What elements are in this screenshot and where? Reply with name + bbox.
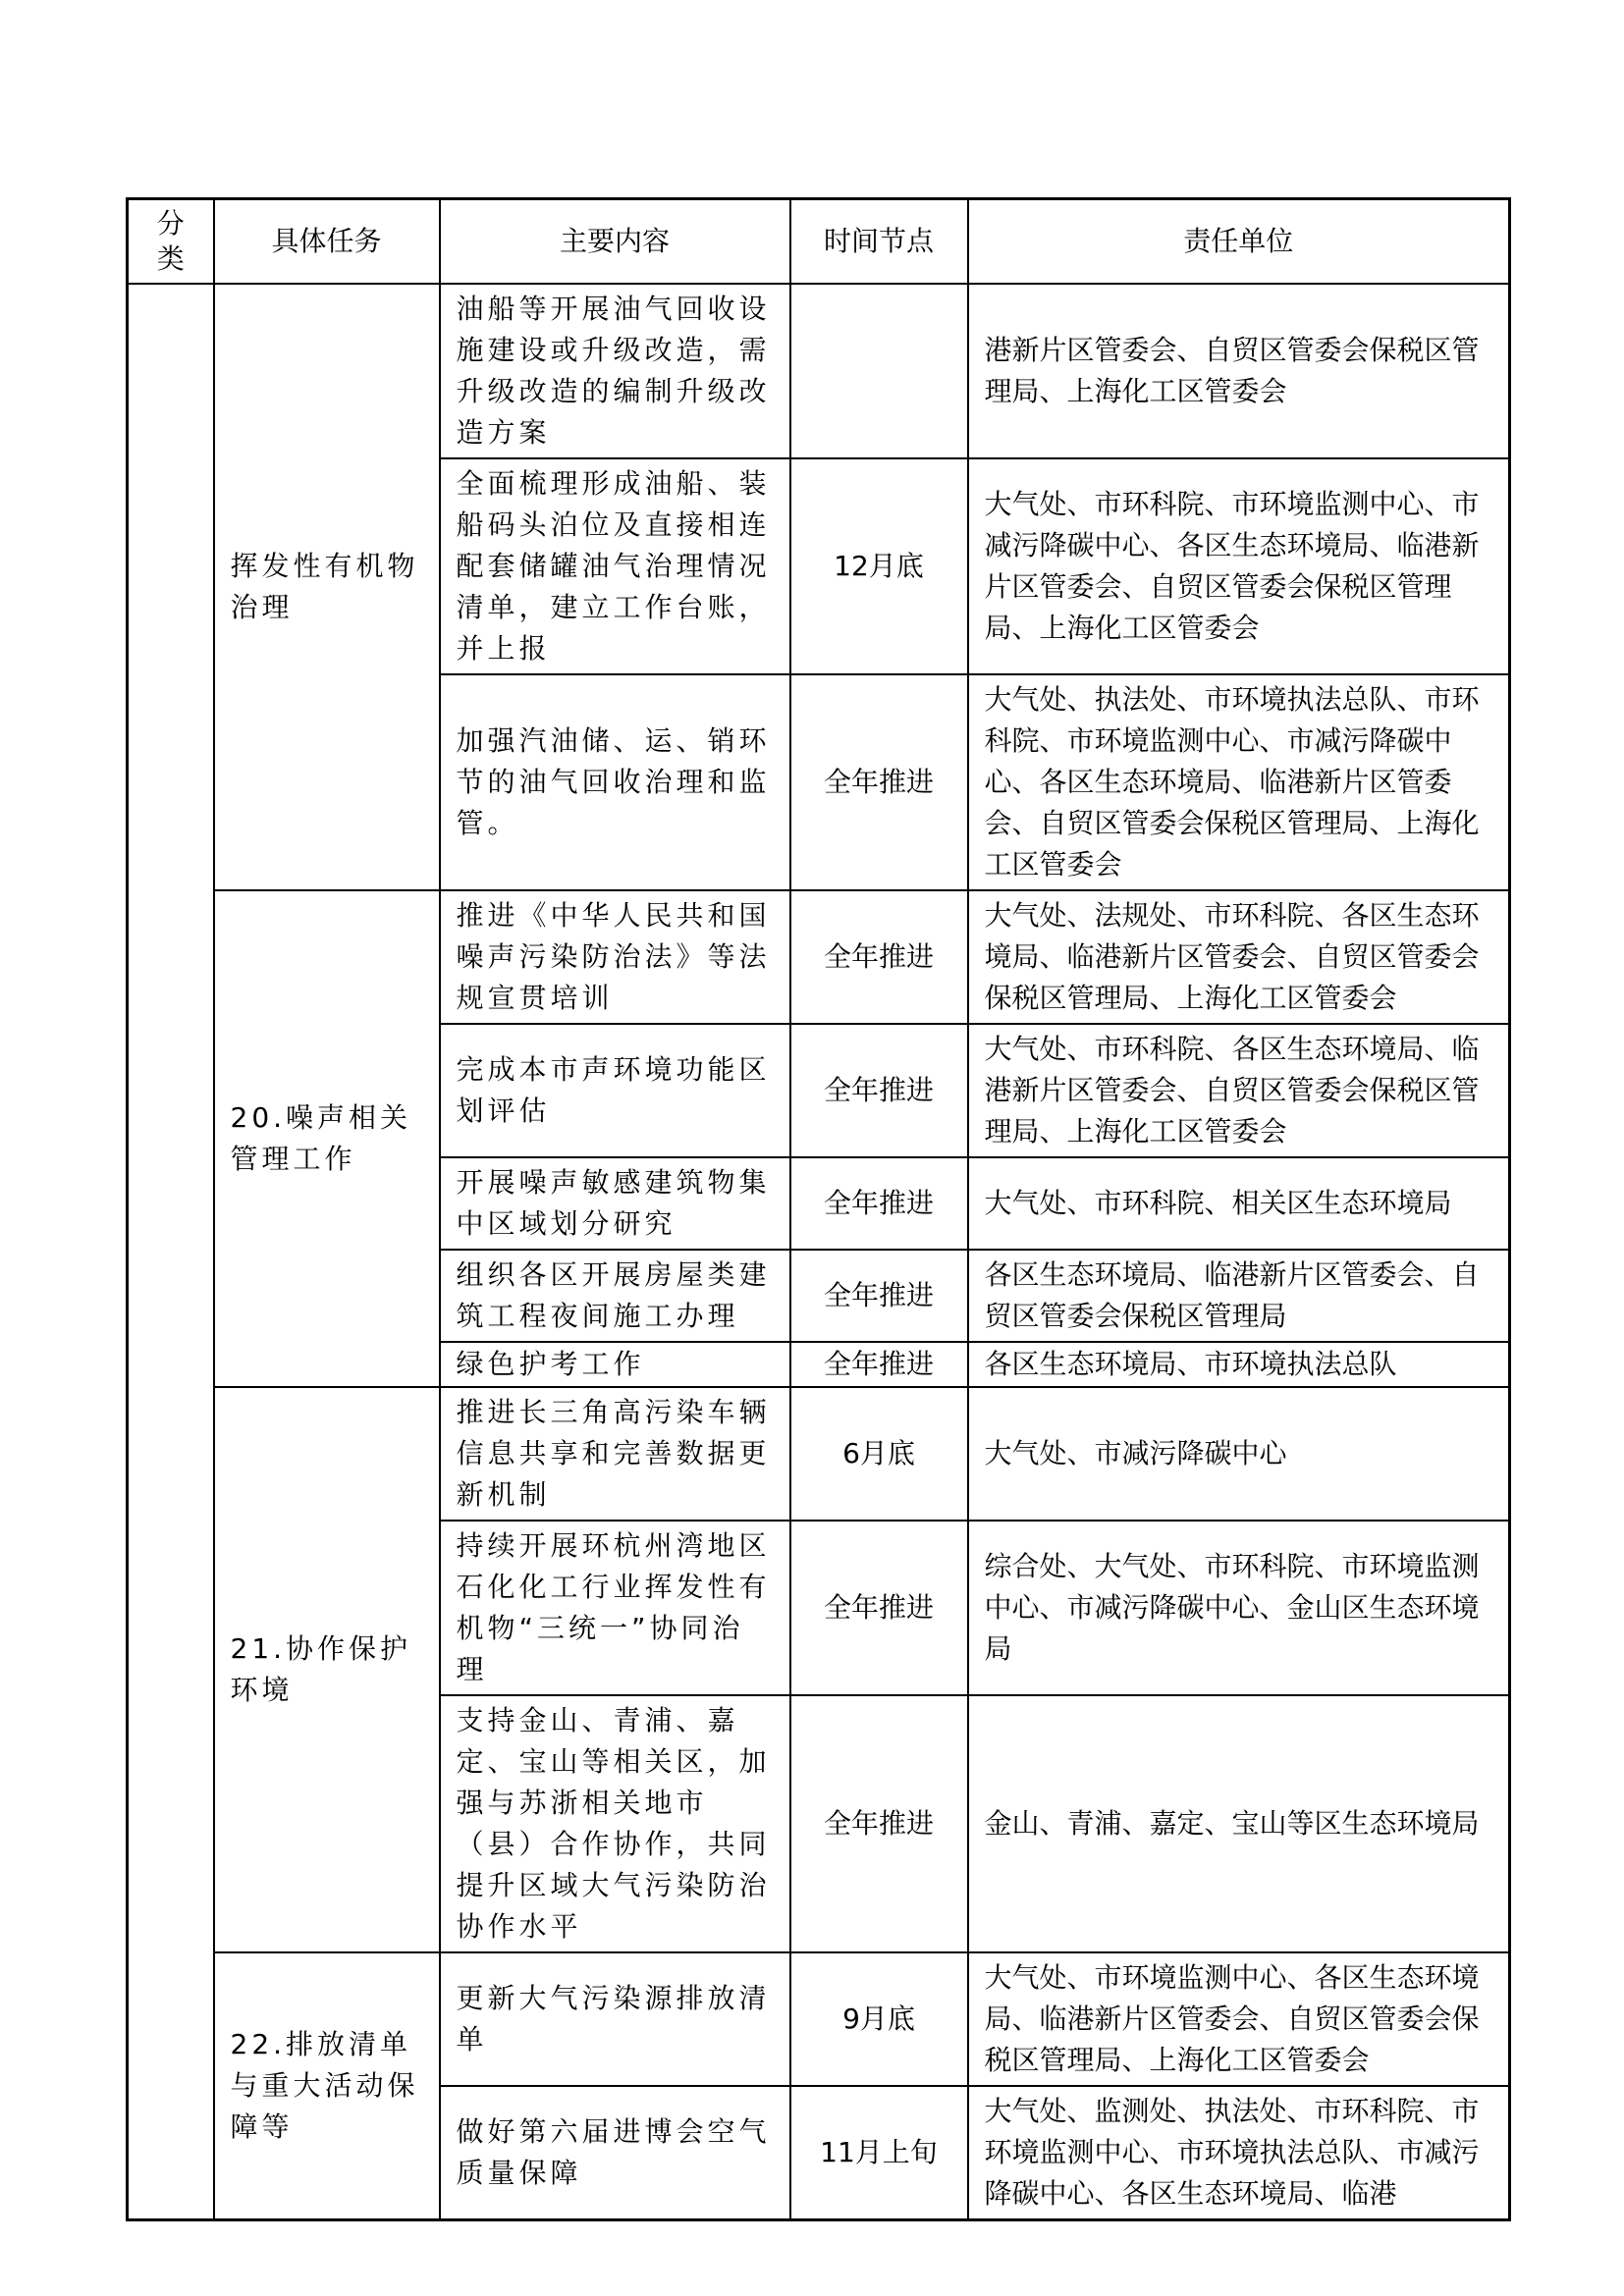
units-cell: 港新片区管委会、自贸区管委会保税区管理局、上海化工区管委会 bbox=[968, 284, 1510, 458]
header-category: 分类 bbox=[128, 199, 214, 285]
units-cell: 大气处、市环科院、相关区生态环境局 bbox=[968, 1157, 1510, 1250]
deadline-cell: 全年推进 bbox=[790, 890, 968, 1024]
table-row bbox=[128, 284, 1510, 458]
deadline-cell: 全年推进 bbox=[790, 1250, 968, 1342]
header-units: 责任单位 bbox=[968, 199, 1510, 285]
table-row bbox=[128, 890, 1510, 1024]
content-cell: 做好第六届进博会空气质量保障 bbox=[440, 2086, 790, 2220]
table-row bbox=[128, 1387, 1510, 1521]
deadline-cell: 6月底 bbox=[790, 1387, 968, 1521]
category-cell bbox=[128, 284, 214, 2220]
units-cell: 大气处、市减污降碳中心 bbox=[968, 1387, 1510, 1521]
units-cell: 大气处、监测处、执法处、市环科院、市环境监测中心、市环境执法总队、市减污降碳中心、各区生态环境局、临港 bbox=[968, 2086, 1510, 2220]
deadline-cell: 12月底 bbox=[790, 458, 968, 674]
content-cell: 全面梳理形成油船、装船码头泊位及直接相连配套储罐油气治理情况清单，建立工作台账，并上报 bbox=[440, 458, 790, 674]
task-name-19: 挥发性有机物治理 bbox=[214, 284, 440, 890]
units-cell: 大气处、市环科院、市环境监测中心、市减污降碳中心、各区生态环境局、临港新片区管委会、自贸区管委会保税区管理局、上海化工区管委会 bbox=[968, 458, 1510, 674]
content-cell: 油船等开展油气回收设施建设或升级改造，需升级改造的编制升级改造方案 bbox=[440, 284, 790, 458]
deadline-cell: 全年推进 bbox=[790, 1695, 968, 1952]
content-cell: 绿色护考工作 bbox=[440, 1342, 790, 1387]
header-row bbox=[128, 199, 1510, 285]
units-cell: 大气处、法规处、市环科院、各区生态环境局、临港新片区管委会、自贸区管委会保税区管理局、上海化工区管委会 bbox=[968, 890, 1510, 1024]
units-cell: 大气处、市环境监测中心、各区生态环境局、临港新片区管委会、自贸区管委会保税区管理局、上海化工区管委会 bbox=[968, 1952, 1510, 2086]
content-cell: 推进长三角高污染车辆信息共享和完善数据更新机制 bbox=[440, 1387, 790, 1521]
deadline-cell: 全年推进 bbox=[790, 1521, 968, 1695]
units-cell: 各区生态环境局、临港新片区管委会、自贸区管委会保税区管理局 bbox=[968, 1250, 1510, 1342]
table-row bbox=[128, 1952, 1510, 2086]
content-cell: 完成本市声环境功能区划评估 bbox=[440, 1024, 790, 1157]
content-cell: 支持金山、青浦、嘉定、宝山等相关区，加强与苏浙相关地市（县）合作协作，共同提升区域大气污染防治协作水平 bbox=[440, 1695, 790, 1952]
units-cell: 大气处、执法处、市环境执法总队、市环科院、市环境监测中心、市减污降碳中心、各区生态环境局、临港新片区管委会、自贸区管委会保税区管理局、上海化工区管委会 bbox=[968, 674, 1510, 890]
content-cell: 更新大气污染源排放清单 bbox=[440, 1952, 790, 2086]
deadline-cell: 全年推进 bbox=[790, 1157, 968, 1250]
task-name-20: 20.噪声相关管理工作 bbox=[214, 890, 440, 1387]
units-cell: 金山、青浦、嘉定、宝山等区生态环境局 bbox=[968, 1695, 1510, 1952]
units-cell: 综合处、大气处、市环科院、市环境监测中心、市减污降碳中心、金山区生态环境局 bbox=[968, 1521, 1510, 1695]
content-cell: 组织各区开展房屋类建筑工程夜间施工办理 bbox=[440, 1250, 790, 1342]
header-content: 主要内容 bbox=[440, 199, 790, 285]
deadline-cell: 全年推进 bbox=[790, 1342, 968, 1387]
task-table bbox=[126, 197, 1511, 2221]
units-cell: 大气处、市环科院、各区生态环境局、临港新片区管委会、自贸区管委会保税区管理局、上海化工区管委会 bbox=[968, 1024, 1510, 1157]
units-cell: 各区生态环境局、市环境执法总队 bbox=[968, 1342, 1510, 1387]
task-name-21: 21.协作保护环境 bbox=[214, 1387, 440, 1952]
deadline-cell: 全年推进 bbox=[790, 674, 968, 890]
header-task: 具体任务 bbox=[214, 199, 440, 285]
task-name-22: 22.排放清单与重大活动保障等 bbox=[214, 1952, 440, 2220]
content-cell: 加强汽油储、运、销环节的油气回收治理和监管。 bbox=[440, 674, 790, 890]
deadline-cell: 9月底 bbox=[790, 1952, 968, 2086]
deadline-cell bbox=[790, 284, 968, 458]
content-cell: 开展噪声敏感建筑物集中区域划分研究 bbox=[440, 1157, 790, 1250]
content-cell: 推进《中华人民共和国噪声污染防治法》等法规宣贯培训 bbox=[440, 890, 790, 1024]
header-deadline: 时间节点 bbox=[790, 199, 968, 285]
content-cell: 持续开展环杭州湾地区石化化工行业挥发性有机物“三统一”协同治理 bbox=[440, 1521, 790, 1695]
deadline-cell: 11月上旬 bbox=[790, 2086, 968, 2220]
deadline-cell: 全年推进 bbox=[790, 1024, 968, 1157]
